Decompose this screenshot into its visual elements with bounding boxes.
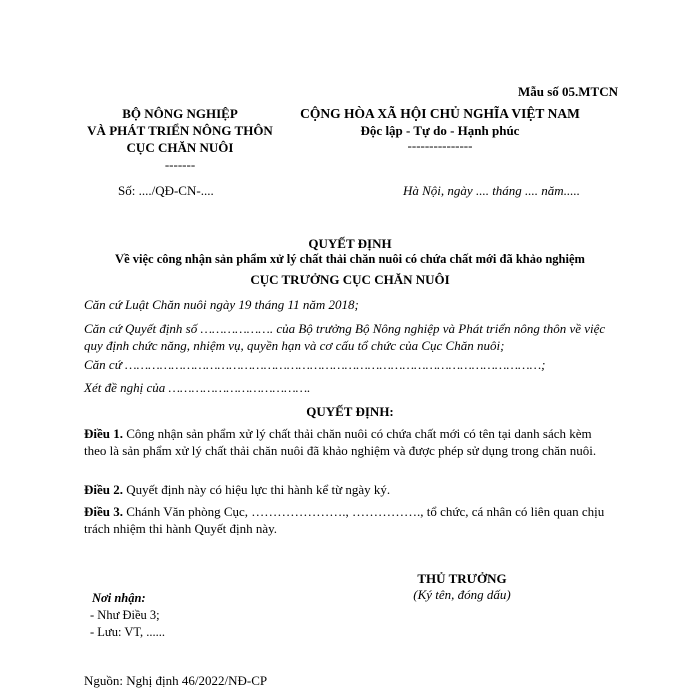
article-1 (84, 425, 604, 459)
article-3-label: Điều 3. (84, 504, 123, 519)
signature-note: (Ký tên, đóng dấu) (413, 587, 511, 602)
document-subtitle: Về việc công nhận sản phẩm xử lý chất thải chăn nuôi có chứa chất mới đã khảo nghiệm (115, 252, 585, 266)
legal-basis-2: Căn cứ Quyết định số ………………. của Bộ trưởng Bộ Nông nghiệp và Phát triển nông thôn về việc quy định chức năng, nhiệm vụ, quyền hạn và cơ cấu tổ chức của Cục Chăn nuôi; (84, 321, 606, 353)
agency-ministry-line1: BỘ NÔNG NGHIỆP (122, 106, 238, 121)
signature-title: THỦ TRƯỞNG (417, 571, 507, 586)
national-divider: --------------- (407, 138, 473, 153)
article-3 (84, 503, 614, 537)
national-motto: Độc lập - Tự do - Hạnh phúc (360, 123, 520, 138)
decision-heading: QUYẾT ĐỊNH: (306, 404, 394, 419)
agency-header (80, 105, 280, 173)
issuing-authority: CỤC TRƯỞNG CỤC CHĂN NUÔI (250, 272, 450, 287)
legal-basis-3: Căn cứ ………………………………………………………………………………………………; (84, 357, 546, 372)
article-3-text: Chánh Văn phòng Cục, …………………., ……………., tổ chức, cá nhân có liên quan chịu trách nhiệm thi hành Quyết định này. (84, 504, 605, 536)
article-1-text: Công nhận sản phẩm xử lý chất thải chăn nuôi có chứa chất mới có tên tại danh sách kèm theo là sản phẩm xử lý chất thải chăn nuôi đã khảo nghiệm và được phép sử dụng trong chăn nuôi. (84, 426, 597, 458)
agency-divider: ------- (164, 157, 196, 172)
recommendation-basis: Xét đề nghị của ………………………………. (84, 380, 311, 395)
recipient-item-2: - Lưu: VT, ...... (90, 625, 166, 639)
agency-ministry-line2: VÀ PHÁT TRIỂN NÔNG THÔN (87, 123, 273, 138)
article-2 (84, 481, 624, 498)
recipient-item-1: - Như Điều 3; (90, 608, 160, 622)
article-2-label: Điều 2. (84, 482, 123, 497)
national-header (285, 105, 595, 153)
agency-department: CỤC CHĂN NUÔI (126, 140, 234, 155)
article-1-label: Điều 1. (84, 426, 123, 441)
form-code: Mẫu số 05.MTCN (517, 84, 618, 99)
source-note: Nguồn: Nghị định 46/2022/NĐ-CP (84, 673, 268, 688)
legal-basis-1: Căn cứ Luật Chăn nuôi ngày 19 tháng 11 năm 2018; (84, 297, 359, 312)
place-and-date: Hà Nội, ngày .... tháng .... năm..... (403, 183, 580, 198)
article-2-text: Quyết định này có hiệu lực thi hành kể từ ngày ký. (123, 482, 391, 497)
national-name: CỘNG HÒA XÃ HỘI CHỦ NGHĨA VIỆT NAM (300, 106, 580, 121)
document-title: QUYẾT ĐỊNH (308, 236, 392, 251)
recipients-heading: Nơi nhận: (92, 591, 146, 605)
document-number: Số: ..../QĐ-CN-.... (118, 183, 214, 198)
